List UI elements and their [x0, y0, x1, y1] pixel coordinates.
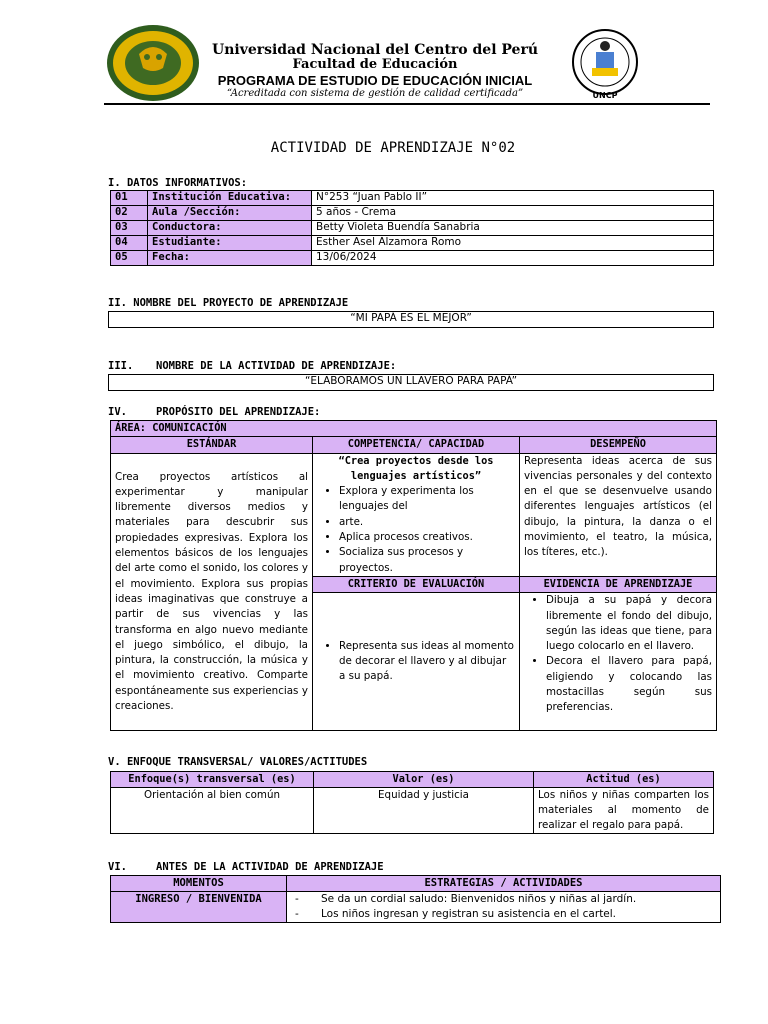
list-item: - Los niños ingresan y registran su asistencia en el cartel. — [291, 907, 716, 922]
actitud-value: Los niños y niñas comparten los materiales al momento de realizar el regalo para papá. — [534, 788, 714, 834]
section-4-heading: PROPÓSITO DEL APRENDIZAJE: — [156, 406, 321, 418]
list-item: • Aplica procesos creativos. — [339, 530, 515, 545]
section-1-heading: I. DATOS INFORMATIVOS: — [108, 177, 248, 189]
list-item: • Decora el llavero para papá, eligiendo y colocando las mostacillas según sus preferencias. — [546, 654, 712, 715]
header-divider — [104, 103, 710, 105]
list-item: • Dibuja a su papá y decora libremente el fondo del dibujo, según las ideas que tiene, para luego colocarlo en el llavero. — [546, 593, 712, 654]
col-desempeno: DESEMPEÑO — [520, 437, 717, 453]
list-item: • arte. — [339, 515, 515, 530]
evidencia-list — [524, 593, 712, 715]
list-item: • Representa sus ideas al momento de decorar el llavero y al dibujar a su papá. — [339, 639, 515, 685]
competencia-title: “Crea proyectos desde los lenguajes artísticos” — [338, 454, 494, 482]
estrategias-list — [291, 892, 716, 922]
section-2-heading: II. NOMBRE DEL PROYECTO DE APRENDIZAJE — [108, 297, 349, 309]
datos-table — [110, 190, 714, 266]
col-estrategias: ESTRATEGIAS / ACTIVIDADES — [287, 876, 721, 892]
section-6-number: VI. — [108, 861, 127, 873]
col-momentos: MOMENTOS — [111, 876, 287, 892]
datos-row: 01 Institución Educativa: N°253 “Juan Pablo II” — [111, 191, 714, 206]
university-name: Universidad Nacional del Centro del Perú — [211, 42, 538, 58]
criterio-list — [317, 639, 515, 685]
valor-value: Equidad y justicia — [314, 788, 534, 834]
evidencia-cell — [520, 593, 717, 731]
datos-row: 02 Aula /Sección: 5 años - Crema — [111, 206, 714, 221]
proposito-table — [110, 420, 717, 731]
criterio-cell — [313, 593, 520, 731]
datos-row: 04 Estudiante: Esther Asel Alzamora Romo — [111, 236, 714, 251]
col-enfoque: Enfoque(s) transversal (es) — [111, 772, 314, 788]
enfoque-value: Orientación al bien común — [111, 788, 314, 834]
svg-text:UNCP: UNCP — [592, 91, 618, 100]
col-valor: Valor (es) — [314, 772, 534, 788]
section-5-heading: V. ENFOQUE TRANSVERSAL/ VALORES/ACTITUDES — [108, 756, 368, 768]
list-item: • Explora y experimenta los lenguajes del — [339, 484, 515, 515]
section-6-heading: ANTES DE LA ACTIVIDAD DE APRENDIZAJE — [156, 861, 384, 873]
desempeno-text: Representa ideas acerca de sus vivencias personales y del contexto en el que se desenvuelve usando diferentes lenguajes artísticos (el dibujo, la pintura, la danza o el movimiento, el teatro, la música, los títeres, etc.). — [520, 453, 717, 576]
program-name: PROGRAMA DE ESTUDIO DE EDUCACIÓN INICIAL — [217, 73, 533, 88]
datos-row: 03 Conductora: Betty Violeta Buendía Sanabria — [111, 221, 714, 236]
col-competencia: COMPETENCIA/ CAPACIDAD — [313, 437, 520, 453]
col-estandar: ESTÁNDAR — [111, 437, 313, 453]
list-item: - Se da un cordial saludo: Bienvenidos niños y niñas al jardín. — [291, 892, 716, 907]
col-criterio: CRITERIO DE EVALUACIÓN — [313, 576, 520, 592]
proyecto-table — [108, 311, 714, 328]
datos-row: 05 Fecha: 13/06/2024 — [111, 251, 714, 266]
enfoque-table — [110, 771, 714, 834]
estandar-text: Crea proyectos artísticos al experimentar y manipular libremente diversos medios y materiales para descubrir sus propiedades expresivas. Explora los elementos básicos de los lenguajes del arte como el sonido, los colores y el movimiento. Explora sus propias ideas imaginativas que construye a partir de sus vivencias y las transforma en algo nuevo mediante el juego simbólico, el dibujo, la pintura, la construcción, la música y el movimiento creativo. Comparte espontáneamente sus experiencias y creaciones. — [111, 453, 313, 731]
competencia-cell — [313, 453, 520, 576]
page-title: ACTIVIDAD DE APRENDIZAJE N°02 — [270, 140, 516, 156]
faculty-name: Facultad de Educación — [292, 57, 458, 72]
area-label: ÁREA: COMUNICACIÓN — [111, 421, 717, 437]
university-logo — [106, 24, 200, 102]
competencia-list — [317, 484, 515, 576]
momento-label: INGRESO / BIENVENIDA — [111, 892, 287, 923]
list-item: • Socializa sus procesos y proyectos. — [339, 545, 515, 576]
proyecto-name: “MI PAPÁ ES EL MEJOR” — [109, 312, 714, 328]
actividad-table — [108, 374, 714, 391]
section-4-number: IV. — [108, 406, 127, 418]
accreditation-note: “Acreditada con sistema de gestión de calidad certificada” — [226, 88, 524, 99]
antes-table — [110, 875, 721, 923]
section-3-heading: NOMBRE DE LA ACTIVIDAD DE APRENDIZAJE: — [156, 360, 397, 372]
col-actitud: Actitud (es) — [534, 772, 714, 788]
section-3-number: III. — [108, 360, 134, 372]
col-evidencia: EVIDENCIA DE APRENDIZAJE — [520, 576, 717, 592]
faculty-logo — [570, 22, 640, 102]
estrategias-cell — [287, 892, 721, 923]
actividad-name: “ELABORAMOS UN LLAVERO PARA PAPÁ” — [109, 375, 714, 391]
